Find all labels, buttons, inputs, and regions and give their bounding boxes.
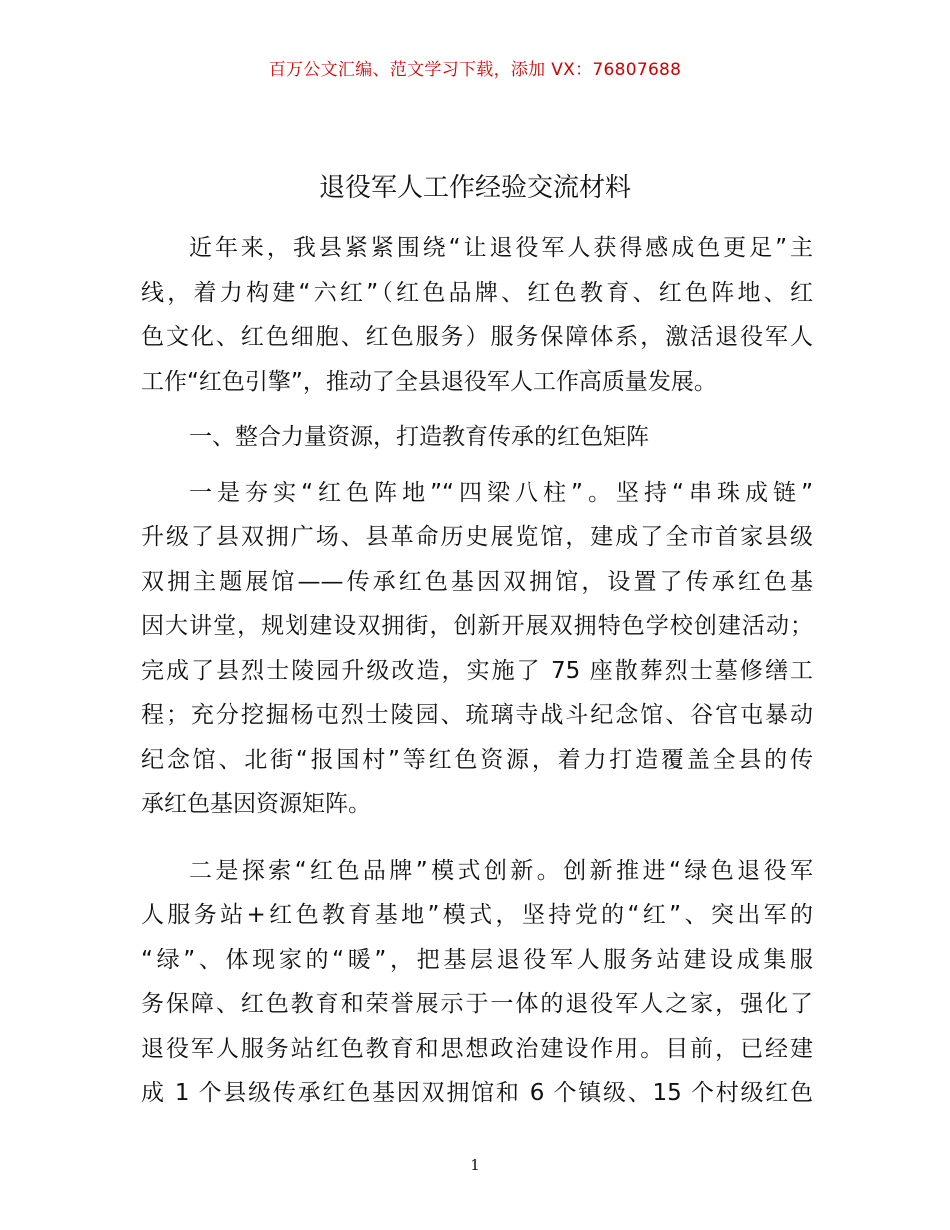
text-line: 一是夯实“红色阵地”“四梁八柱”。坚持“串珠成链” [189,479,813,506]
text-line: 色文化、红色细胞、红色服务）服务保障体系，激活退役军人 [141,324,813,350]
text-line: 完成了县烈士陵园升级改造，实施了 75 座散葬烈士墓修缮工 [141,657,813,684]
paragraph-intro [141,226,813,404]
text-line: 工作“红色引擎”，推动了全县退役军人工作高质量发展。 [141,368,717,395]
text-line: 人服务站+红色教育基地”模式，坚持党的“红”、突出军的 [141,902,813,928]
text-line: 成 1 个县级传承红色基因双拥馆和 6 个镇级、15 个村级红色 [141,1080,813,1106]
document-title: 退役军人工作经验交流材料 [318,173,631,203]
text-line: 近年来，我县紧紧围绕“让退役军人获得感成色更足”主 [189,235,813,261]
text-line: 务保障、红色教育和荣誉展示于一体的退役军人之家，强化了 [141,991,813,1017]
text-line: 退役军人服务站红色教育和思想政治建设作用。目前，已经建 [141,1035,813,1062]
paragraph-red-brand [141,849,813,1116]
text-line: 双拥主题展馆——传承红色基因双拥馆，设置了传承红色基 [141,568,813,595]
text-line: 纪念馆、北街“报国村”等红色资源，着力打造覆盖全县的传 [141,746,813,773]
paragraph-red-positions [141,471,813,827]
text-line: 程；充分挖掘杨屯烈士陵园、琉璃寺战斗纪念馆、谷官屯暴动 [141,702,813,728]
text-line: “绿”、体现家的“暖”，把基层退役军人服务站建设成集服 [141,946,813,973]
page-number: 1 [470,1156,480,1174]
watermark-header: 百万公文汇编、范文学习下载，添加 VX：76807688 [268,60,682,80]
text-line: 因大讲堂，规划建设双拥街，创新开展双拥特色学校创建活动； [141,613,813,639]
text-line: 承红色基因资源矩阵。 [141,791,371,817]
heading-line: 一、整合力量资源，打造教育传承的红色矩阵 [189,424,649,450]
text-line: 二是探索“红色品牌”模式创新。创新推进“绿色退役军 [189,857,813,884]
document-body [141,226,813,1116]
section-heading [141,415,813,460]
text-line: 升级了县双拥广场、县革命历史展览馆，建成了全市首家县级 [141,524,813,550]
text-line: 线，着力构建“六红”（红色品牌、红色教育、红色阵地、红 [141,279,813,306]
